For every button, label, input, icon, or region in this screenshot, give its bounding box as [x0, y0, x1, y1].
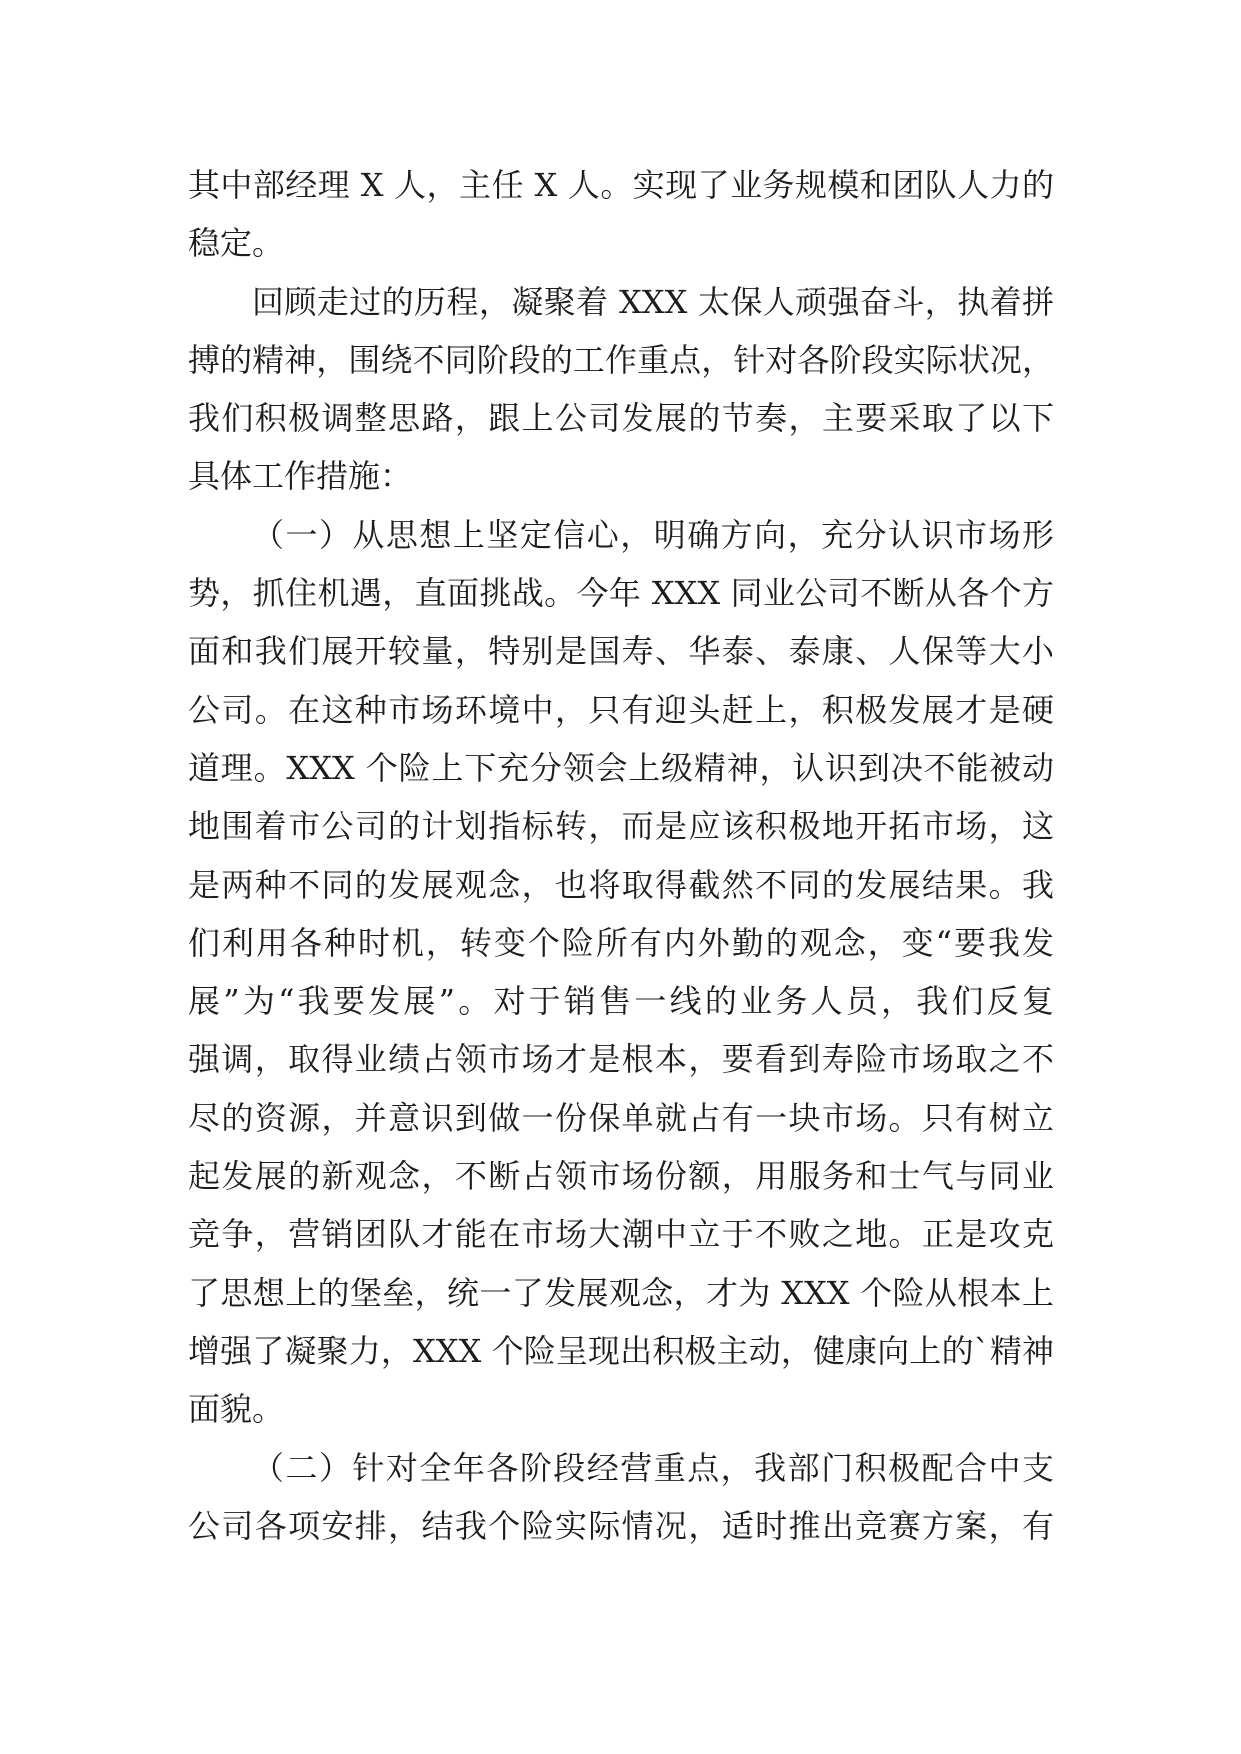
text-line: 地围着市公司的计划指标转，而是应该积极地开拓市场，这 [188, 807, 1054, 846]
body-text [188, 156, 1054, 1555]
text-line: 强调，取得业绩占领市场才是根本，要看到寿险市场取之不 [188, 1040, 1054, 1079]
text-line: 我们积极调整思路，跟上公司发展的节奏，主要采取了以下 [188, 399, 1054, 438]
text-line: （二）针对全年各阶段经营重点，我部门积极配合中支 [252, 1448, 1054, 1487]
text-line: 面貌。 [188, 1390, 285, 1429]
text-line: 竞争，营销团队才能在市场大潮中立于不败之地。正是攻克 [188, 1215, 1054, 1254]
paragraph [188, 1439, 1054, 1556]
text-line: 道理。XXX 个险上下充分领会上级精神，认识到决不能被动 [188, 748, 1054, 787]
text-line: 稳定。 [188, 224, 285, 263]
text-line: 搏的精神，围绕不同阶段的工作重点，针对各阶段实际状况， [188, 340, 1054, 379]
text-line: 起发展的新观念，不断占领市场份额，用服务和士气与同业 [188, 1157, 1054, 1196]
text-line: 公司。在这种市场环境中，只有迎头赶上，积极发展才是硬 [188, 690, 1054, 729]
text-line: 尽的资源，并意识到做一份保单就占有一块市场。只有树立 [188, 1098, 1054, 1137]
text-line: （一）从思想上坚定信心，明确方向，充分认识市场形 [252, 515, 1054, 554]
text-line: 面和我们展开较量，特别是国寿、华泰、泰康、人保等大小 [188, 632, 1054, 671]
paragraph [188, 273, 1054, 506]
paragraph [188, 156, 1054, 273]
text-line: 回顾走过的历程，凝聚着 XXX 太保人顽强奋斗，执着拼 [252, 282, 1054, 321]
text-line: 了思想上的堡垒，统一了发展观念，才为 XXX 个险从根本上 [188, 1273, 1054, 1312]
text-line: 们利用各种时机，转变个险所有内外勤的观念，变“要我发 [188, 923, 1054, 962]
text-line: 公司各项安排，结我个险实际情况，适时推出竞赛方案，有 [188, 1506, 1054, 1545]
text-line: 具体工作措施： [188, 457, 413, 496]
text-line: 其中部经理 X 人，主任 X 人。实现了业务规模和团队人力的 [188, 166, 1054, 204]
paragraph [188, 506, 1054, 1439]
text-line: 增强了凝聚力，XXX 个险呈现出积极主动，健康向上的`精神 [188, 1331, 1054, 1370]
text-line: 展”为“我要发展”。对于销售一线的业务人员，我们反复 [188, 982, 1054, 1021]
text-line: 是两种不同的发展观念，也将取得截然不同的发展结果。我 [188, 865, 1054, 904]
text-line: 势，抓住机遇，直面挑战。今年 XXX 同业公司不断从各个方 [188, 574, 1054, 613]
